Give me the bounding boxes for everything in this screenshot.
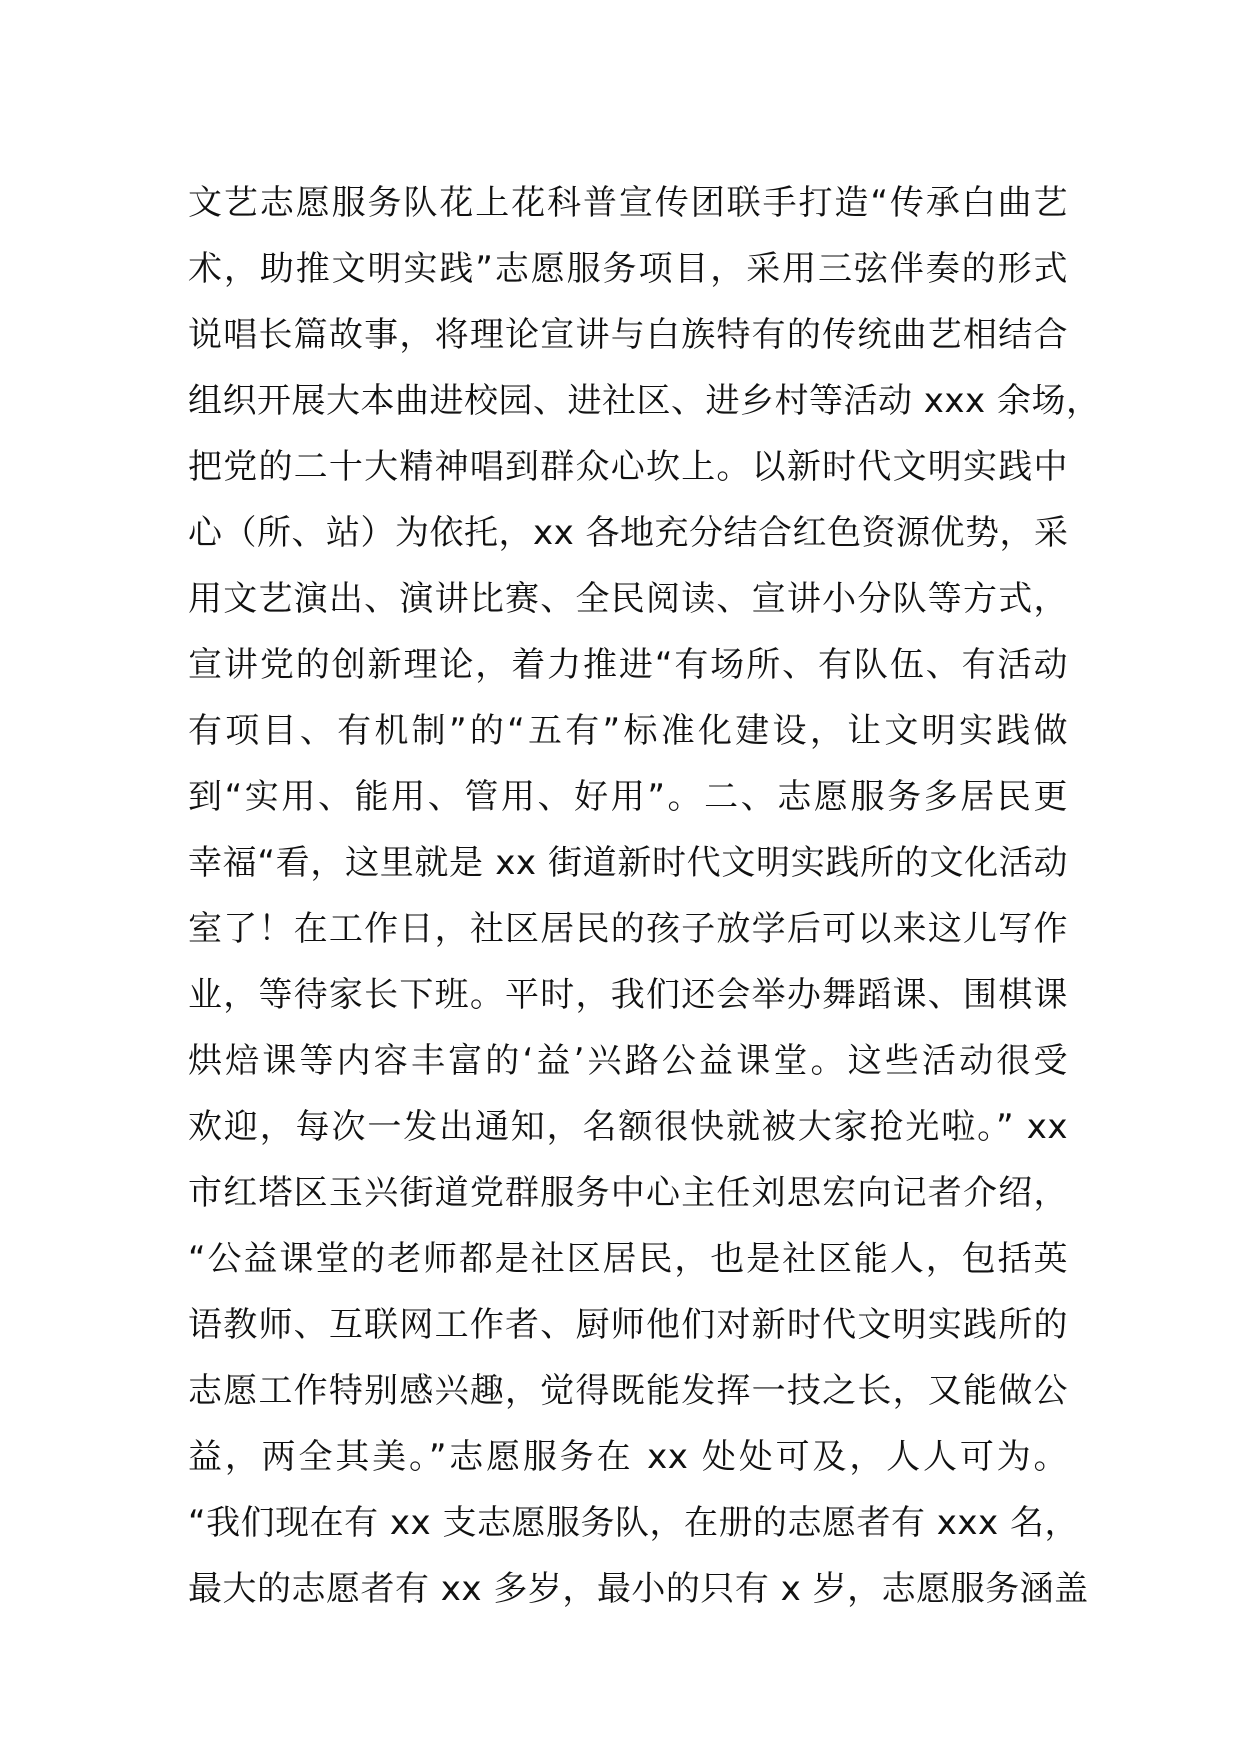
text-line: 把党的二十大精神唱到群众心坎上。以新时代文明实践中 xyxy=(188,447,1068,487)
text-line: 到“实用、能用、管用、好用”。二、志愿服务多居民更 xyxy=(188,777,1068,817)
text-line: 最大的志愿者有 xx 多岁，最小的只有 x 岁，志愿服务涵盖 xyxy=(188,1569,1089,1609)
text-line: 业，等待家长下班。平时，我们还会举办舞蹈课、围棋课 xyxy=(188,975,1068,1015)
text-line: 术，助推文明实践”志愿服务项目，采用三弦伴奏的形式 xyxy=(188,249,1068,289)
text-line: 室了！在工作日，社区居民的孩子放学后可以来这儿写作 xyxy=(188,909,1068,949)
text-line: 心（所、站）为依托，xx 各地充分结合红色资源优势，采 xyxy=(188,513,1069,553)
text-line: 宣讲党的创新理论，着力推进“有场所、有队伍、有活动 xyxy=(188,645,1068,685)
text-line: 说唱长篇故事，将理论宣讲与白族特有的传统曲艺相结合 xyxy=(188,315,1068,355)
text-line: 组织开展大本曲进校园、进社区、进乡村等活动 xxx 余场， xyxy=(188,381,1101,421)
text-line: 烘焙课等内容丰富的‘益’兴路公益课堂。这些活动很受 xyxy=(188,1041,1068,1081)
text-line: 志愿工作特别感兴趣，觉得既能发挥一技之长，又能做公 xyxy=(188,1371,1068,1411)
text-line: “公益课堂的老师都是社区居民，也是社区能人，包括英 xyxy=(188,1239,1068,1279)
text-line: 欢迎，每次一发出通知，名额很快就被大家抢光啦。” xx xyxy=(188,1107,1068,1147)
text-line: 幸福“看，这里就是 xx 街道新时代文明实践所的文化活动 xyxy=(188,843,1068,883)
text-line: 文艺志愿服务队花上花科普宣传团联手打造“传承白曲艺 xyxy=(188,183,1068,223)
text-line: 用文艺演出、演讲比赛、全民阅读、宣讲小分队等方式， xyxy=(188,579,1068,619)
text-line: 有项目、有机制”的“五有”标准化建设，让文明实践做 xyxy=(188,711,1068,751)
body-text xyxy=(188,170,1101,1622)
text-line: 语教师、互联网工作者、厨师他们对新时代文明实践所的 xyxy=(188,1305,1068,1345)
text-line: “我们现在有 xx 支志愿服务队，在册的志愿者有 xxx 名， xyxy=(188,1503,1079,1543)
text-line: 益，两全其美。”志愿服务在 xx 处处可及，人人可为。 xyxy=(188,1437,1068,1477)
text-line: 市红塔区玉兴街道党群服务中心主任刘思宏向记者介绍， xyxy=(188,1173,1068,1213)
